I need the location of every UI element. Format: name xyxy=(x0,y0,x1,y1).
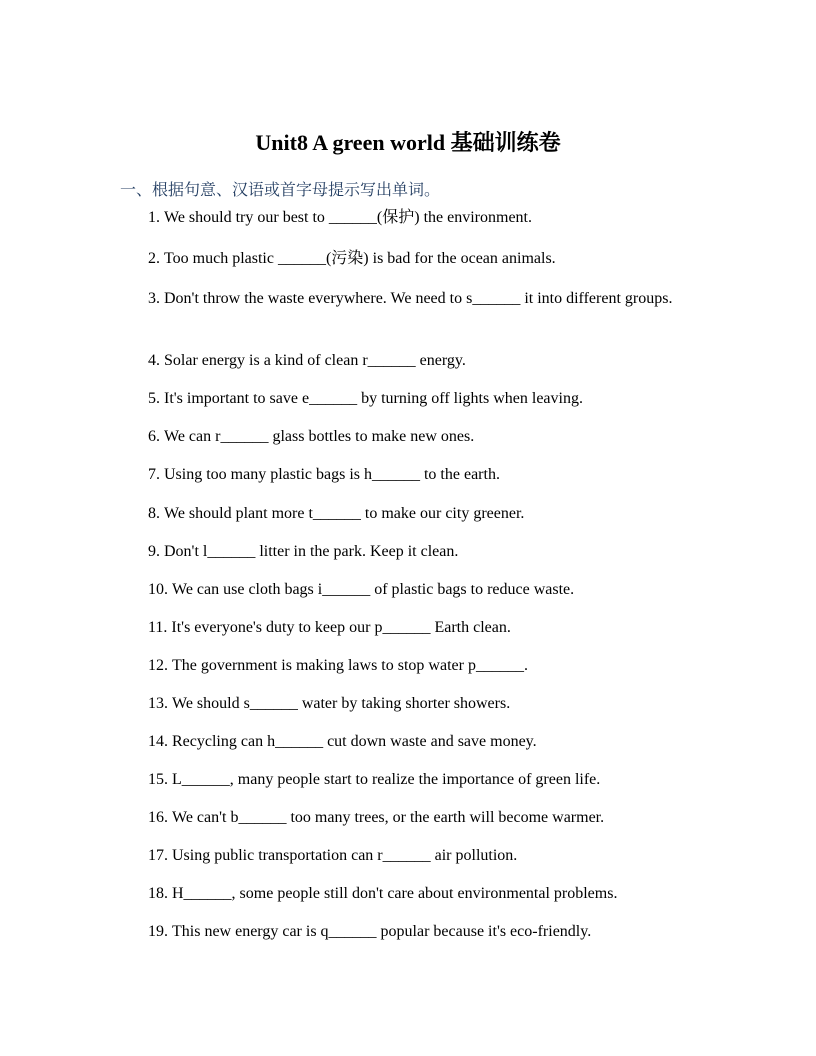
question-text: The government is making laws to stop water p______. xyxy=(172,657,528,674)
question-number: 2. xyxy=(148,250,160,267)
question-text: H______, some people still don't care about environmental problems. xyxy=(172,885,618,902)
question-number: 5. xyxy=(148,390,160,407)
question-item xyxy=(120,463,710,487)
question-number: 16. xyxy=(148,809,168,826)
question-text: It's everyone's duty to keep our p______ Earth clean. xyxy=(171,619,511,636)
question-text: We should try our best to ______(保护) the environment. xyxy=(164,209,532,226)
question-item xyxy=(120,502,710,526)
question-number: 9. xyxy=(148,543,160,560)
question-text: It's important to save e______ by turning off lights when leaving. xyxy=(164,390,583,407)
question-number: 17. xyxy=(148,847,168,864)
question-text: We can't b______ too many trees, or the earth will become warmer. xyxy=(172,809,605,826)
question-text: This new energy car is q______ popular because it's eco-friendly. xyxy=(172,923,592,940)
question-text: Don't l______ litter in the park. Keep it clean. xyxy=(164,543,459,560)
question-number: 10. xyxy=(148,581,168,598)
question-text: Don't throw the waste everywhere. We need to s______ it into different groups. xyxy=(164,290,673,307)
question-number: 19. xyxy=(148,923,168,940)
question-number: 12. xyxy=(148,657,168,674)
question-item xyxy=(120,387,710,411)
question-item xyxy=(120,768,710,792)
question-item xyxy=(120,692,710,716)
question-text: L______, many people start to realize the importance of green life. xyxy=(172,771,601,788)
question-item xyxy=(120,206,710,230)
question-text: We should plant more t______ to make our city greener. xyxy=(164,505,525,522)
question-number: 1. xyxy=(148,209,160,226)
question-item xyxy=(120,844,710,868)
section-heading: 一、根据句意、汉语或首字母提示写出单词。 xyxy=(120,182,441,199)
question-text: Using too many plastic bags is h______ to the earth. xyxy=(164,466,500,483)
question-item xyxy=(120,349,710,373)
question-item xyxy=(120,425,710,449)
question-item xyxy=(120,882,710,906)
question-number: 3. xyxy=(148,290,160,307)
question-number: 14. xyxy=(148,733,168,750)
question-number: 15. xyxy=(148,771,168,788)
question-item xyxy=(120,247,710,271)
question-item xyxy=(120,806,710,830)
page-title: Unit8 A green world 基础训练卷 xyxy=(255,130,561,155)
question-number: 4. xyxy=(148,352,160,369)
question-text: Using public transportation can r______ air pollution. xyxy=(172,847,518,864)
question-item xyxy=(120,287,710,311)
question-number: 8. xyxy=(148,505,160,522)
question-number: 18. xyxy=(148,885,168,902)
question-text: Recycling can h______ cut down waste and save money. xyxy=(172,733,537,750)
question-number: 7. xyxy=(148,466,160,483)
question-item xyxy=(120,920,710,944)
question-text: We can r______ glass bottles to make new ones. xyxy=(164,428,475,445)
question-item xyxy=(120,730,710,754)
question-item xyxy=(120,654,710,678)
question-text: We should s______ water by taking shorter showers. xyxy=(172,695,511,712)
question-number: 11. xyxy=(148,619,168,636)
question-number: 6. xyxy=(148,428,160,445)
question-text: Too much plastic ______(污染) is bad for the ocean animals. xyxy=(164,250,556,267)
question-item xyxy=(120,540,710,564)
question-item xyxy=(120,616,710,640)
question-item xyxy=(120,578,710,602)
question-number: 13. xyxy=(148,695,168,712)
question-text: Solar energy is a kind of clean r______ energy. xyxy=(164,352,466,369)
question-text: We can use cloth bags i______ of plastic bags to reduce waste. xyxy=(172,581,575,598)
